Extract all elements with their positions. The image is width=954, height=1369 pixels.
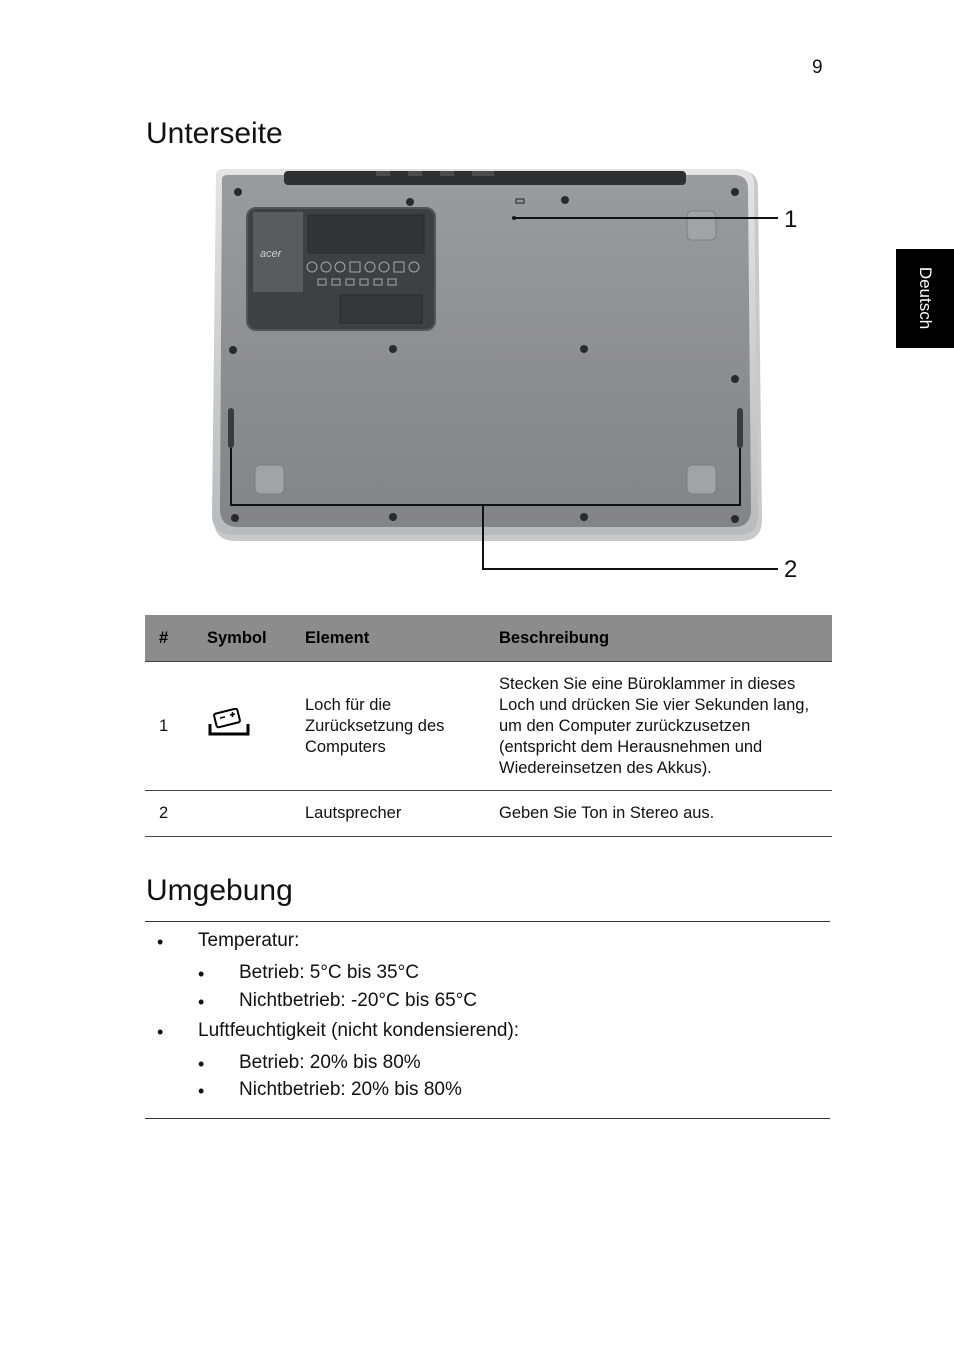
row-symbol <box>193 791 291 837</box>
list-item: Luftfeuchtigkeit (nicht kondensierend): <box>198 1020 520 1041</box>
row-element: Loch für die Zurücksetzung des Computers <box>291 662 485 791</box>
bullet: • <box>198 992 205 1012</box>
list-subitem: Nichtbetrieb: 20% bis 80% <box>239 1079 462 1100</box>
callout-1: 1 <box>784 206 798 233</box>
divider-bottom <box>145 1118 830 1119</box>
row-description: Geben Sie Ton in Stereo aus. <box>485 791 832 837</box>
row-number: 2 <box>145 791 193 837</box>
row-element: Lautsprecher <box>291 791 485 837</box>
header-symbol: Symbol <box>193 615 291 662</box>
bullet: • <box>157 1022 164 1042</box>
bullet: • <box>198 1054 205 1074</box>
table-row <box>145 662 832 791</box>
battery-reset-icon <box>207 708 251 738</box>
list-subitem: Nichtbetrieb: -20°C bis 65°C <box>239 990 478 1011</box>
row-number: 1 <box>145 662 193 791</box>
speaker-right <box>737 408 743 448</box>
rubber-foot <box>687 465 716 494</box>
speaker-left <box>228 408 234 448</box>
callout-2: 2 <box>784 556 798 583</box>
bullet: • <box>198 964 205 984</box>
language-tab-label: Deutsch <box>916 266 935 330</box>
row-description: Stecken Sie eine Büroklammer in dieses Loch und drücken Sie vier Sekunden lang, um den Computer zurückzusetzen (entspricht dem Herausnehmen und Wiedereinsetzen des Akkus). <box>485 662 832 791</box>
bullet: • <box>198 1081 205 1101</box>
header-element: Element <box>291 615 485 662</box>
components-table <box>145 615 832 837</box>
list-subitem: Betrieb: 5°C bis 35°C <box>239 962 419 983</box>
list-subitem: Betrieb: 20% bis 80% <box>239 1052 421 1073</box>
bullet: • <box>157 932 164 952</box>
acer-logo-text: acer <box>260 248 282 260</box>
header-description: Beschreibung <box>485 615 832 662</box>
table-header-row <box>145 615 832 662</box>
language-tab <box>896 249 954 348</box>
list-item: Temperatur: <box>198 930 300 951</box>
rubber-foot <box>255 465 284 494</box>
laptop-bottom-illustration <box>200 165 810 585</box>
row-symbol <box>193 662 291 791</box>
section-title-environment: Umgebung <box>146 874 293 907</box>
rubber-foot <box>687 211 716 240</box>
page-number: 9 <box>812 57 823 78</box>
section-title-bottom: Unterseite <box>146 117 283 150</box>
table-row <box>145 791 832 837</box>
divider-top <box>145 921 830 922</box>
header-number: # <box>145 615 193 662</box>
